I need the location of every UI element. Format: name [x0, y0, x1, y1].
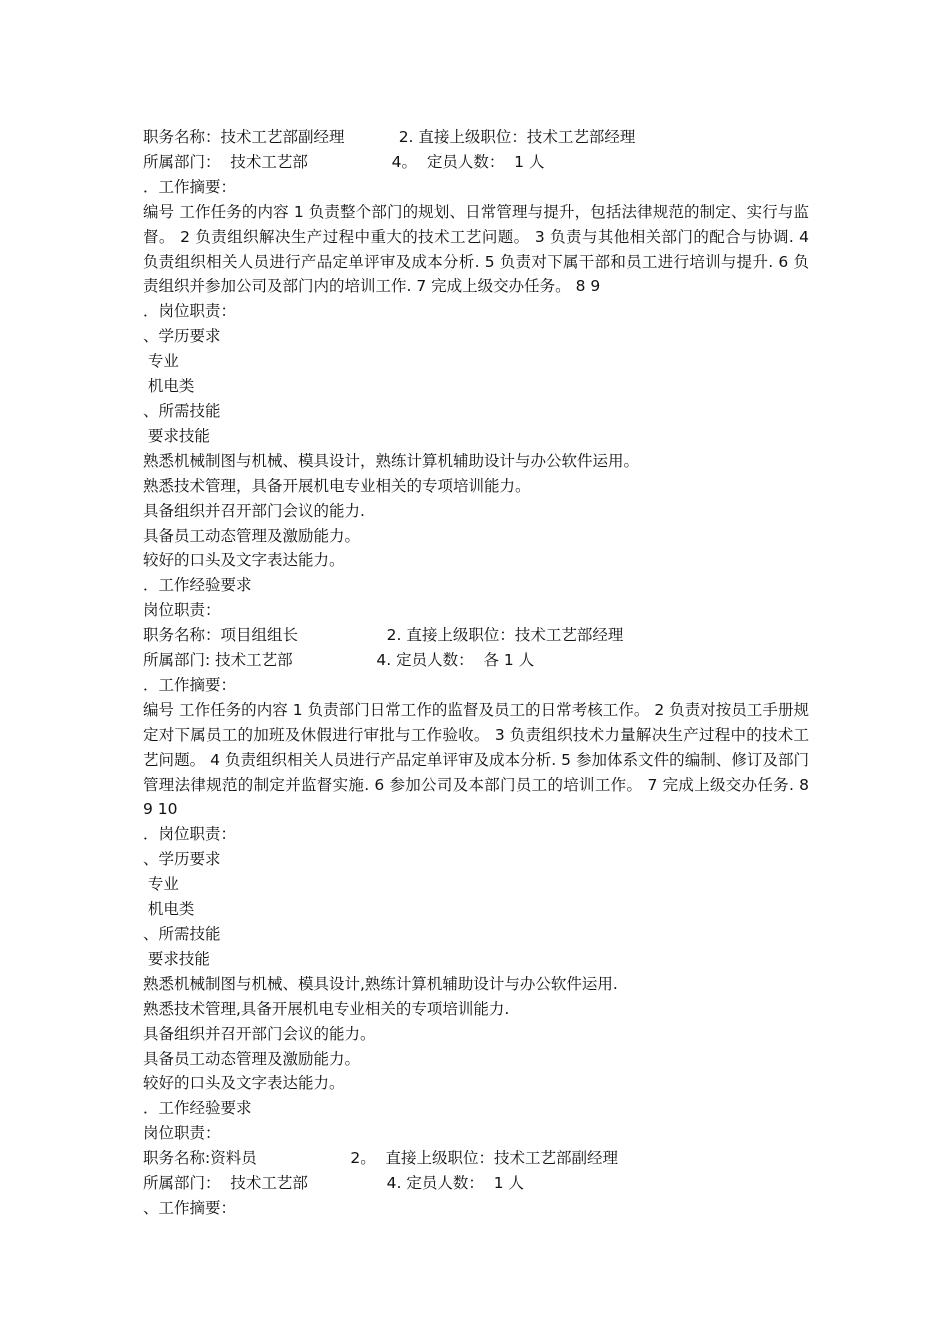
section-heading-education-1: 、学历要求: [143, 327, 221, 346]
section-heading-duties-1: ．岗位职责：: [143, 302, 237, 321]
document-body: [143, 125, 809, 1221]
section-heading-experience-1: ．工作经验要求: [143, 576, 252, 595]
section-heading-summary-1: ．工作摘要：: [143, 177, 237, 196]
section-heading-education-2: 、学历要求: [143, 850, 221, 869]
major-value-2: 机电类: [143, 900, 195, 919]
skill-item: 具备组织并召开部门会议的能力。: [143, 1024, 376, 1043]
major-label-2: 专业: [143, 875, 179, 894]
skill-item: 熟悉机械制图与机械、模具设计，熟练计算机辅助设计与办公软件运用。: [143, 451, 640, 470]
major-value-1: 机电类: [143, 377, 195, 396]
section-heading-summary-3: 、工作摘要：: [143, 1198, 237, 1217]
skill-item: 具备组织并召开部门会议的能力.: [143, 501, 365, 520]
section-heading-post-duties: 岗位职责：: [143, 601, 221, 620]
department-line-1: 所属部门： 技术工艺部 4。 定员人数： 1 人: [143, 152, 545, 171]
section-heading-experience-2: ．工作经验要求: [143, 1099, 252, 1118]
summary-paragraph-1: 编号 工作任务的内容 1 负责整个部门的规划、日常管理与提升，包括法律规范的制定、实行与监督。 2 负责组织解决生产过程中重大的技术工艺问题。 3 负责与其他相关部门的配合与协调. 4 负责组织相关人员进行产品定单评审及成本分析. 5 负责对下属干部和员工进行培训与提升. 6 负责组织并参加公司及部门内的培训工作. 7 完成上级交办任务。 8 9: [143, 202, 809, 296]
summary-paragraph-2: 编号 工作任务的内容 1 负责部门日常工作的监督及员工的日常考核工作。 2 负责对按员工手册规定对下属员工的加班及休假进行审批与工作验收。 3 负责组织技术力量解决生产过程中的技术工艺问题。 4 负责组织相关人员进行产品定单评审及成本分析. 5 参加体系文件的编制、修订及部门管理法律规范的制定并监督实施. 6 参加公司及本部门员工的培训工作。 7 完成上级交办任务. 8 9 10: [143, 700, 809, 819]
skills-label-2: 要求技能: [143, 949, 210, 968]
section-heading-summary-2: ．工作摘要：: [143, 675, 237, 694]
skill-item: 熟悉技术管理,具备开展机电专业相关的专项培训能力.: [143, 999, 510, 1018]
skill-item: 较好的口头及文字表达能力。: [143, 551, 345, 570]
department-line-3: 所属部门： 技术工艺部 4. 定员人数： 1 人: [143, 1174, 525, 1193]
job-title-line-2: 职务名称：项目组组长 2. 直接上级职位：技术工艺部经理: [143, 626, 624, 645]
job-title-line-1: 职务名称：技术工艺部副经理 2. 直接上级职位：技术工艺部经理: [143, 128, 636, 146]
skill-item: 较好的口头及文字表达能力。: [143, 1074, 345, 1093]
job-title-line-3: 职务名称:资料员 2。 直接上级职位：技术工艺部副经理: [143, 1149, 619, 1168]
skill-item: 熟悉机械制图与机械、模具设计,熟练计算机辅助设计与办公软件运用.: [143, 974, 618, 993]
skill-item: 具备员工动态管理及激励能力。: [143, 1049, 361, 1068]
skill-item: 具备员工动态管理及激励能力。: [143, 526, 361, 545]
department-line-2: 所属部门: 技术工艺部 4. 定员人数： 各 1 人: [143, 651, 535, 670]
section-heading-skills-2: 、所需技能: [143, 925, 221, 943]
skills-label-1: 要求技能: [143, 426, 210, 445]
section-heading-post-duties: 岗位职责：: [143, 1124, 221, 1143]
skill-item: 熟悉技术管理，具备开展机电专业相关的专项培训能力。: [143, 476, 531, 495]
section-heading-skills-1: 、所需技能: [143, 401, 221, 420]
section-heading-duties-2: ．岗位职责：: [143, 825, 237, 844]
major-label-1: 专业: [143, 352, 179, 371]
